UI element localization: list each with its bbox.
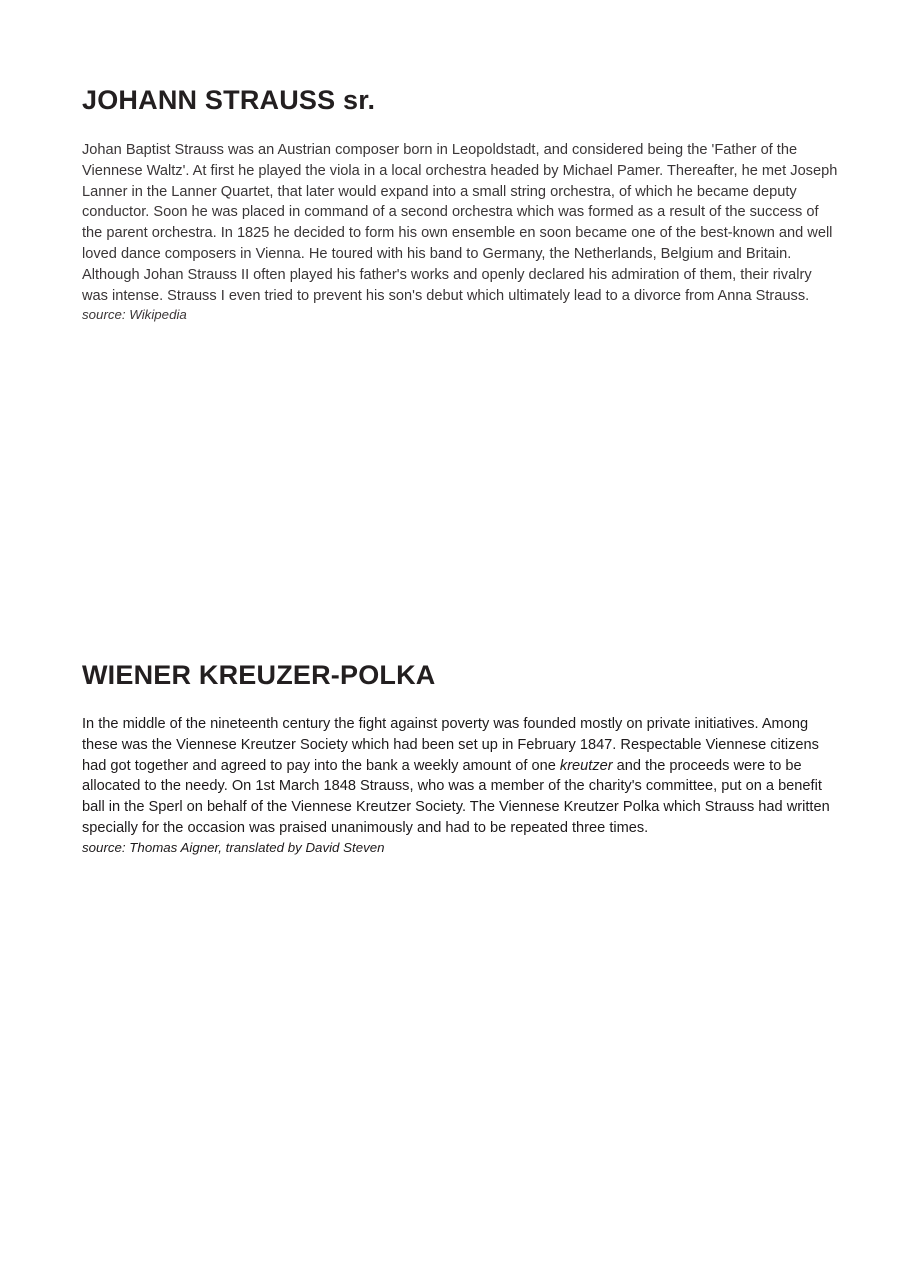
biography-paragraph-2: Although Johan Strauss II often played his father's works and openly declared his admiration of them, their rivalry was intense. Strauss I even tried to prevent his son's debut which ultimately lead to a divorce from Anna Strauss. [82,266,812,304]
section-wiener-kreuzer-polka [82,657,838,857]
italic-term: kreutzer [559,757,613,774]
biography-paragraph-1: Johan Baptist Strauss was an Austrian composer born in Leopoldstadt, and considered being the 'Father of the Viennese Waltz'. At first he played the viola in a local orchestra headed by Michael Pamer. Thereafter, he met Joseph Lanner in the Lanner Quartet, that later would expand into a small string orchestra, of which he became deputy conductor. Soon he was placed in command of a second orchestra which was formed as a result of the success of the parent orchestra. In 1825 he decided to form his own ensemble en soon became one of the best-known and well loved dance composers in Vienna. He toured with his band to Germany, the Netherlands, Belgium and Britain. [82,142,838,262]
polka-paragraph [82,714,838,839]
source-citation: source: Wikipedia [82,307,187,323]
paragraph-text-end: and the proceeds were to be allocated to the needy. On 1st March 1848 Strauss, who was a member of the charity's committee, put on a benefit ball in the Sperl on behalf of the Viennese Kreutzer Society. The Viennese Kreutzer Polka which Strauss had written specially for the occasion was praised unanimously and had to be repeated three times. [82,757,830,836]
paragraph-text-start: In the middle of the nineteenth century the fight against poverty was founded mostly on private initiatives. Among these was the Viennese Kreutzer Society which had been set up in February 1847. Respectable Viennese citizens had got together and agreed to pay into the bank a weekly amount of one [82,716,819,774]
section-johann-strauss [82,82,838,324]
source-citation: source: Thomas Aigner, translated by David Steven [82,839,385,855]
section-title: WIENER KREUZER-POLKA [82,660,436,690]
section-title: JOHANN STRAUSS sr. [82,85,376,115]
